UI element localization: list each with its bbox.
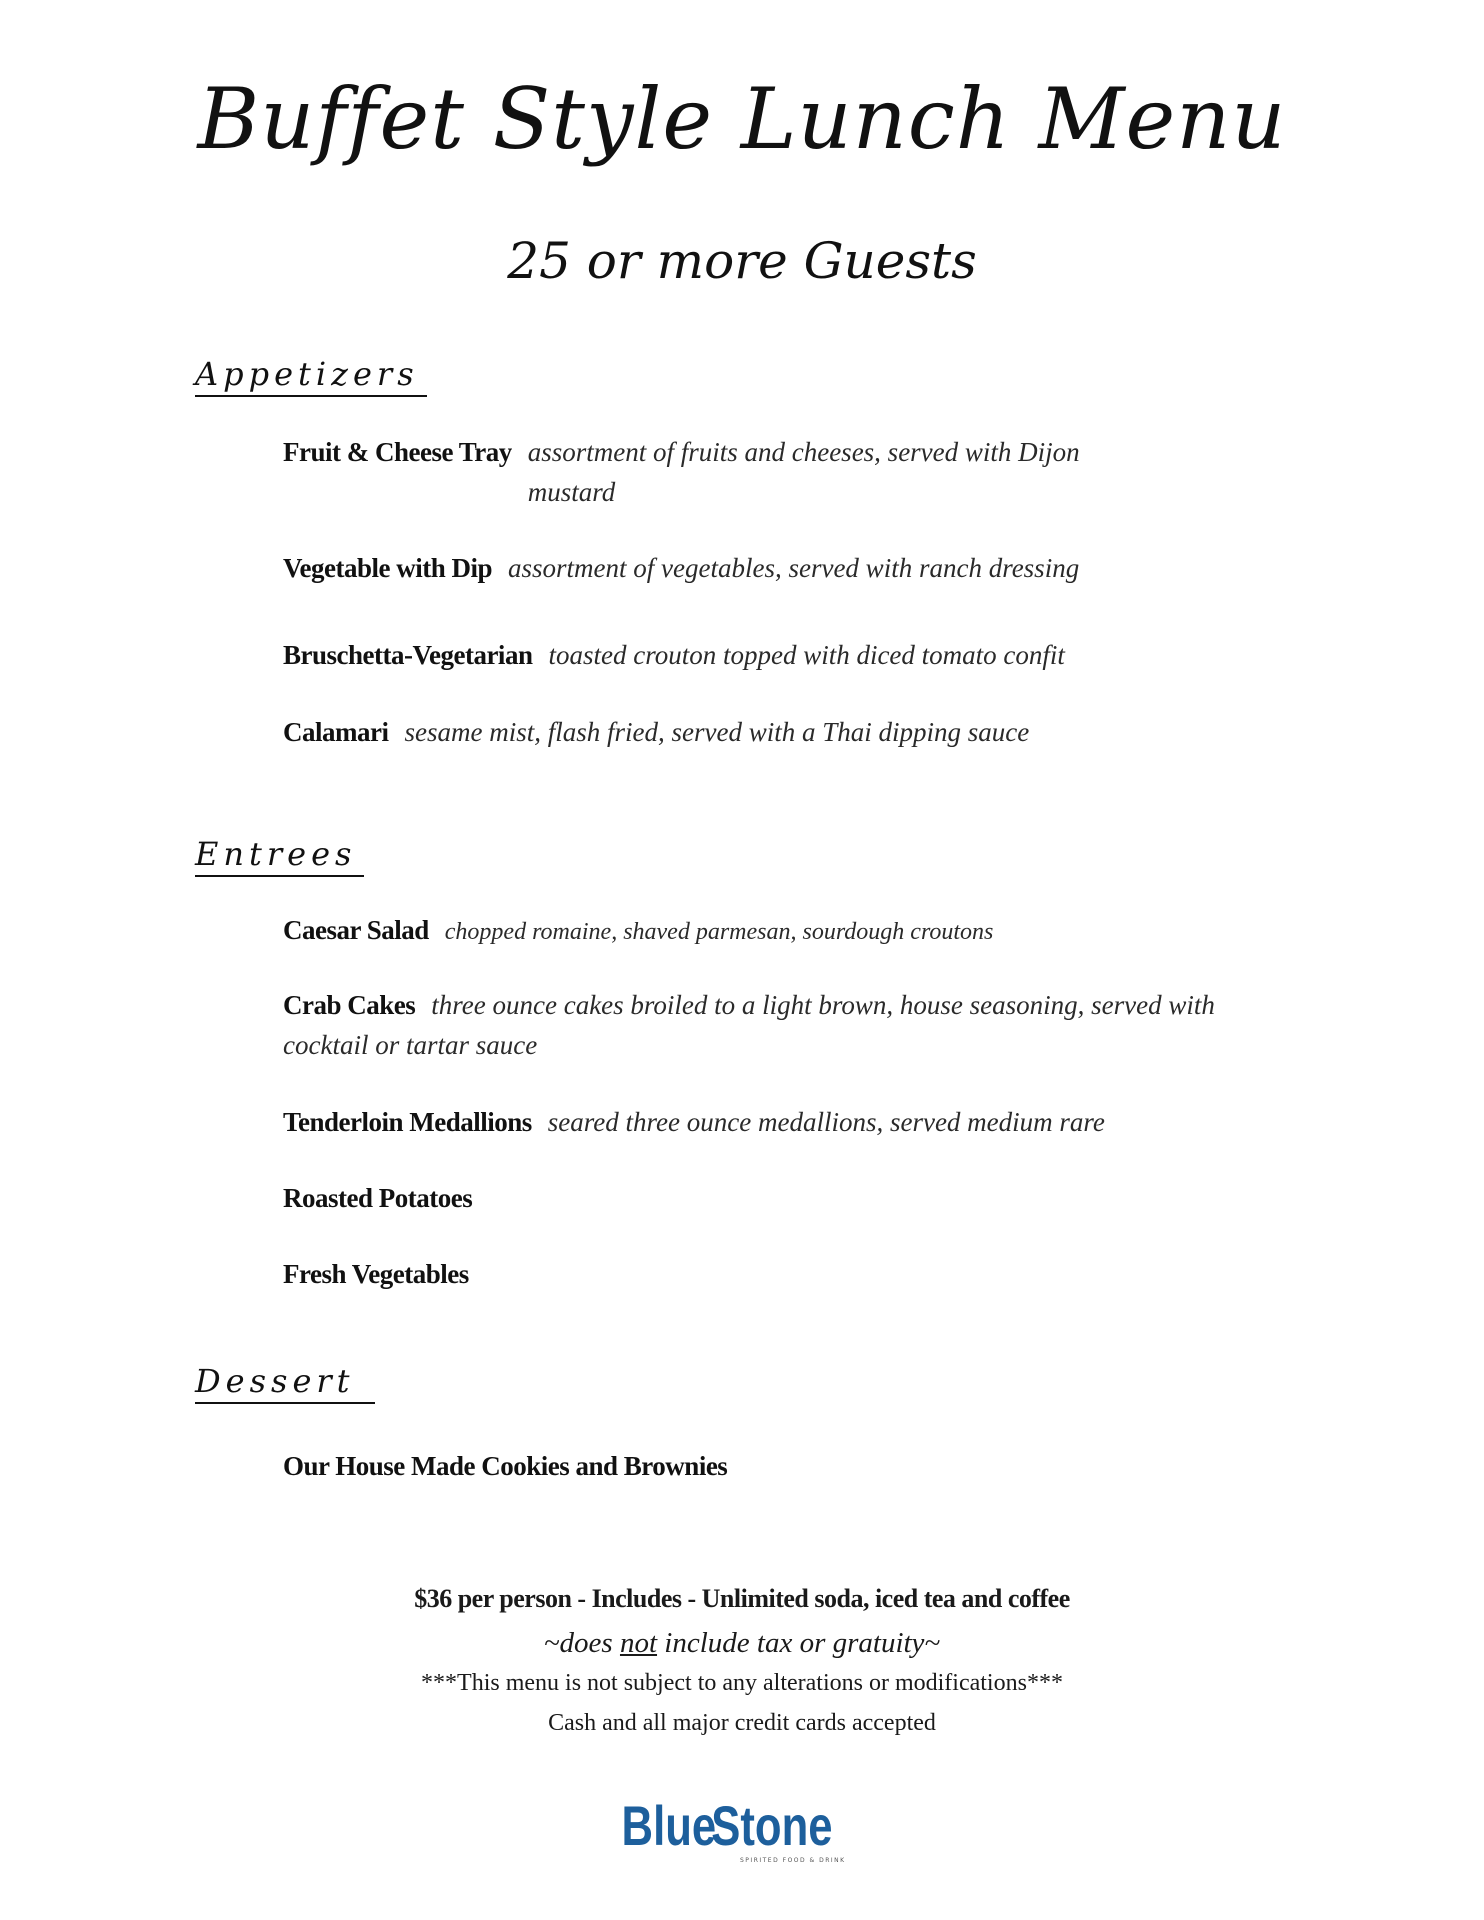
menu-item: [283, 1446, 1263, 1486]
menu-item: [283, 712, 1263, 752]
item-name: Calamari: [283, 717, 389, 747]
menu-item: [283, 985, 1243, 1065]
tax-note-suffix: include tax or gratuity~: [657, 1627, 941, 1659]
tax-note: [0, 1627, 1484, 1660]
menu-item: [283, 1102, 1263, 1142]
item-name: Our House Made Cookies and Brownies: [283, 1451, 728, 1481]
price-line: $36 per person - Includes - Unlimited soda, iced tea and coffee: [414, 1584, 1070, 1613]
payment-note: Cash and all major credit cards accepted: [548, 1710, 936, 1736]
item-description: toasted crouton topped with diced tomato confit: [548, 640, 1065, 670]
section-heading-entrees: Entrees: [195, 835, 364, 877]
menu-item: [283, 910, 1263, 952]
item-name: Tenderloin Medallions: [283, 1107, 532, 1137]
item-name: Roasted Potatoes: [283, 1183, 473, 1213]
item-name: Bruschetta-Vegetarian: [283, 640, 533, 670]
logo-wordmark-blue: Blue: [621, 1794, 717, 1858]
page-title: Buffet Style Lunch Menu: [197, 70, 1287, 168]
menu-item: [283, 635, 1263, 675]
menu-item: [283, 1254, 1263, 1294]
item-description: chopped romaine, shaved parmesan, sourdough croutons: [444, 919, 994, 945]
section-heading-dessert: Dessert: [195, 1362, 375, 1404]
page-subtitle: 25 or more Guests: [507, 232, 977, 290]
alterations-note: ***This menu is not subject to any alterations or modifications***: [421, 1670, 1063, 1696]
item-name: Fresh Vegetables: [283, 1259, 469, 1289]
item-description: three ounce cakes broiled to a light brown, house seasoning, served with cocktail or tartar sauce: [283, 990, 1215, 1060]
item-description: sesame mist, flash fried, served with a Thai dipping sauce: [404, 717, 1030, 747]
item-name: Fruit & Cheese Tray: [283, 437, 512, 467]
bluestone-logo: [620, 1790, 870, 1870]
menu-item: [283, 1178, 1263, 1218]
menu-item: [283, 548, 1263, 588]
item-name: Crab Cakes: [283, 990, 416, 1020]
logo-wordmark-stone: Stone: [711, 1794, 833, 1858]
logo-tagline: SPIRITED FOOD & DRINK: [740, 1857, 846, 1864]
item-name: Caesar Salad: [283, 915, 429, 945]
item-name: Vegetable with Dip: [283, 553, 493, 583]
item-description: assortment of vegetables, served with ranch dressing: [508, 553, 1080, 583]
item-description: assortment of fruits and cheeses, served with Dijon mustard: [527, 437, 1080, 507]
tax-note-emphasis: not: [619, 1627, 658, 1659]
tax-note-prefix: ~does: [543, 1627, 620, 1659]
item-description: seared three ounce medallions, served medium rare: [547, 1107, 1105, 1137]
section-heading-appetizers: Appetizers: [195, 355, 427, 397]
menu-item: [283, 432, 1263, 512]
